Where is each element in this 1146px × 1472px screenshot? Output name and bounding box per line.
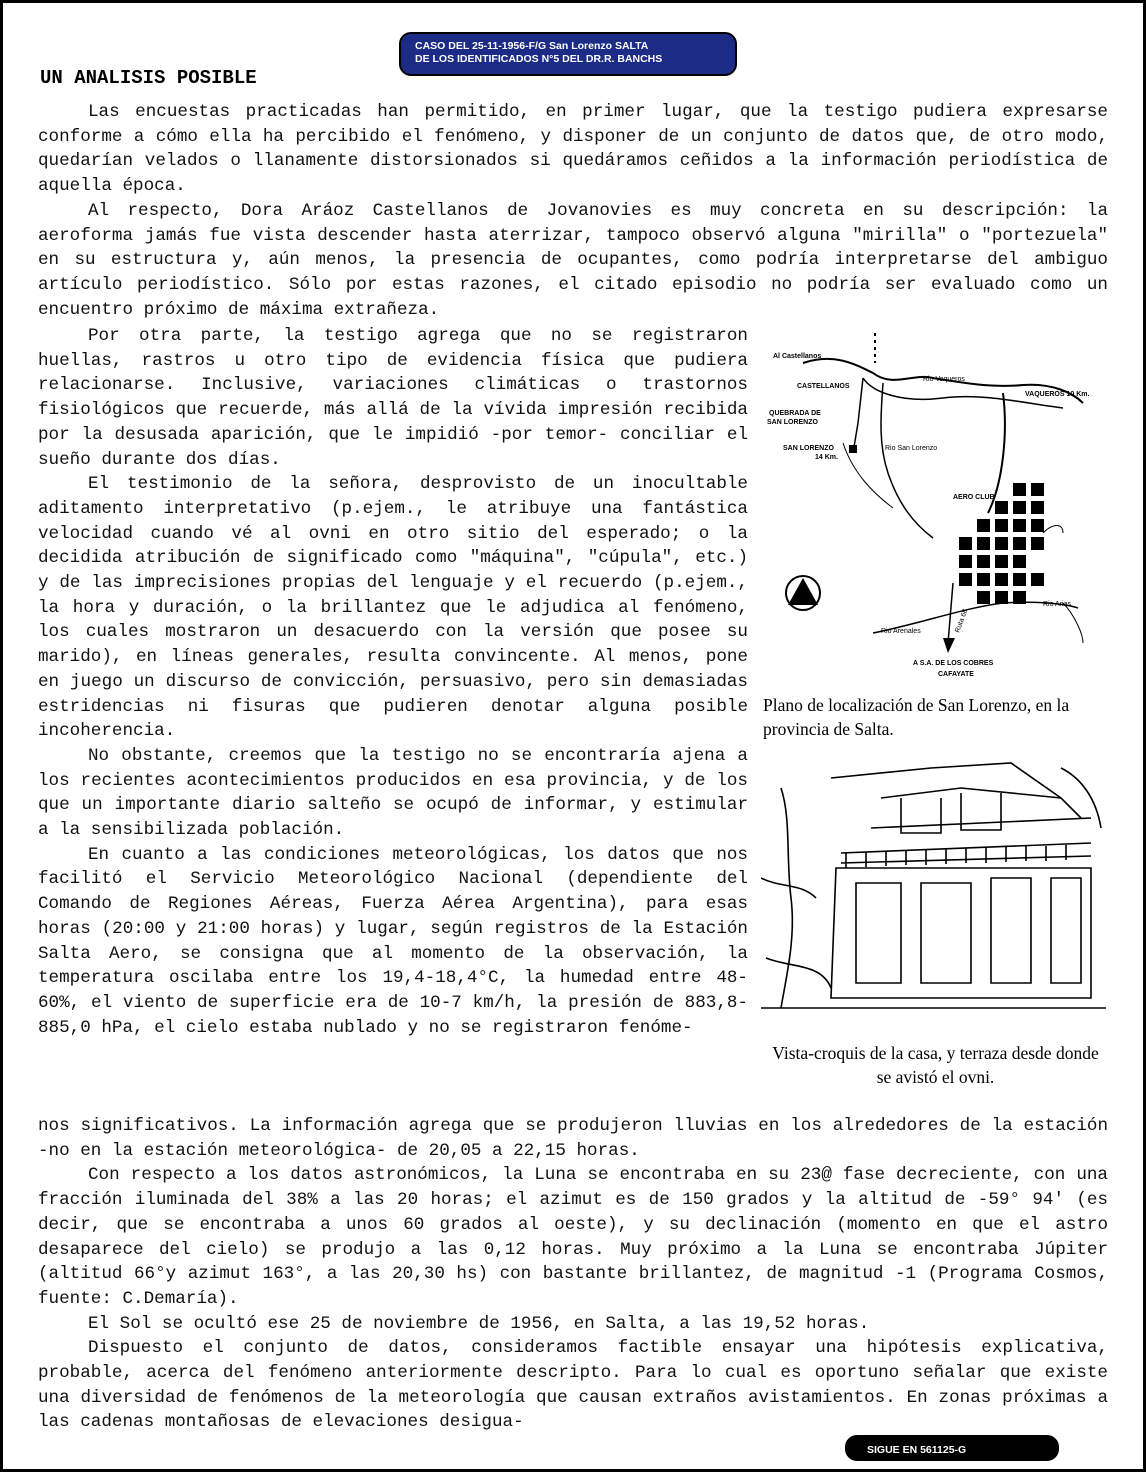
intro-text	[38, 100, 1108, 322]
paragraph: No obstante, creemos que la testigo no se encontraría ajena a los recientes acontecimientos producidos en esa provincia, y de los que un importante diario salteño se ocupó de informar, y estimular a la sensibilizada población.	[38, 745, 748, 841]
map-label: Rio Vaqueros	[923, 376, 965, 383]
paragraph: Con respecto a los datos astronómicos, la Luna se encontraba en su 23@ fase decreciente, con una fracción iluminada del 38% a las 20 horas; el azimut es de 150 grados y la altitud de -59° 94' (es decir, que se encontraba a unos 60 grados al oeste), y su declinación (momento en que el astro desaparece del cielo) se produjo a las 0,12 horas. Muy próximo a la Luna se encontraba Júpiter (altitud 66°y azimut 163°, a las 20,30 hs) con bastante brillantez, de magnitud -1 (Programa Cosmos, fuente: C.Demaría).	[38, 1165, 1108, 1309]
map-label: Rio Arias	[1043, 601, 1072, 608]
map-label: CAFAYATE	[938, 671, 974, 678]
map-label: 14 Km.	[815, 454, 838, 461]
map-label: SAN LORENZO	[767, 419, 818, 426]
paragraph: Dispuesto el conjunto de datos, consideramos factible ensayar una hipótesis explicativa, probable, acerca del fenómeno anteriormente descripto. Para lo cual es oportuno señalar que existe una diversidad de fenómenos de la meteorología que causan extraños avistamientos. En zonas próximas a las cadenas montañosas de elevaciones desigua-	[38, 1338, 1108, 1433]
section-title: UN ANALISIS POSIBLE	[40, 67, 257, 89]
case-header-line2: DE LOS IDENTIFICADOS N°5 DEL DR.R. BANCHS	[415, 53, 663, 65]
case-header-badge	[399, 32, 737, 76]
paragraph: nos significativos. La información agrega que se produjeron lluvias en los alrededores de la estación -no en la estación meteorológica- de 20,05 a 22,15 horas.	[38, 1116, 1108, 1161]
map-label: AERO CLUB	[953, 494, 995, 501]
location-map	[763, 333, 1103, 683]
house-sketch	[761, 758, 1106, 1018]
map-label: CASTELLANOS	[797, 383, 850, 390]
map-label: Rio Arenales	[881, 628, 921, 635]
continue-badge: SIGUE EN 561125-G	[845, 1435, 1059, 1461]
case-header-line1: CASO DEL 25-11-1956-F/G San Lorenzo SALTA	[415, 40, 649, 52]
map-label: Al Castellanos	[773, 353, 822, 360]
map-label: A S.A. DE LOS COBRES	[913, 660, 994, 667]
paragraph: Al respecto, Dora Aráoz Castellanos de Jovanovies es muy concreta en su descripción: la aeroforma jamás fue vista descender hasta aterrizar, tampoco observó alguna "mirilla" o "portezuela" en su estructura y, aún menos, la presencia de ocupantes, como podría interpretarse del ambiguo artículo periodístico. Sólo por estas razones, el citado episodio no podría ser evaluado como un encuentro próximo de máxima extrañeza.	[38, 200, 1108, 320]
map-label: Rio San Lorenzo	[885, 445, 938, 452]
paragraph: El testimonio de la señora, desprovisto de un inocultable aditamento interpretativo (p.ejem., le atribuye una fantástica velocidad cuando vé al ovni en otro sitio del esperado; o la decidida atribución de significado como "máquina", "cúpula", etc.) y de las imprecisiones propias del lenguaje y el recuerdo (p.ejem., la hora y duración, o la brillantez que le adjudica al fenómeno, los cuales mostraron un desacuerdo con la versión que posee su marido), en líneas generales, resulta convincente. Al menos, pone en juego un discurso de convicción, persuasivo, pero sin demasiadas estridencias ni fisuras que pudieren denotar alguna posible incoherencia.	[38, 474, 748, 742]
map-caption: Plano de localización de San Lorenzo, en la provincia de Salta.	[763, 695, 1070, 739]
paragraph: El Sol se ocultó ese 25 de noviembre de 1956, en Salta, a las 19,52 horas.	[88, 1313, 870, 1334]
map-label: QUEBRADA DE	[769, 410, 821, 417]
paragraph: En cuanto a las condiciones meteorológicas, los datos que nos facilitó el Servicio Meteorológico Nacional (dependiente del Comando de Regiones Aéreas, Fuerza Aérea Argentina), para esas horas (20:00 y 21:00 horas) y lugar, según registros de la Estación Salta Aero, se consigna que al momento de la observación, la temperatura oscilaba entre los 19,4-18,4°C, la humedad entre 48-60%, el viento de superficie era de 10-7 km/h, la presión de 883,8-885,0 hPa, el cielo estaba nublado y no se registraron fenóme-	[38, 844, 748, 1038]
city-grid	[959, 483, 1044, 604]
column-text	[38, 324, 748, 1040]
map-label: VAQUEROS 10 Km.	[1025, 391, 1090, 398]
bottom-text	[38, 1114, 1108, 1435]
paragraph: Por otra parte, la testigo agrega que no se registraron huellas, rastros u otro tipo de evidencia física que pudiera relacionarse. Inclusive, variaciones climáticas o trastornos fisiológicos que recuerde, más allá de la vívida impresión recibida por la desusada aparición, que le impidió -por temor- conciliar el sueño durante dos días.	[38, 326, 748, 470]
map-label: Ruta 68	[954, 608, 970, 634]
sketch-caption: Vista-croquis de la casa, y terraza desde donde se avistó el ovni.	[772, 1043, 1099, 1087]
paragraph: Las encuestas practicadas han permitido, en primer lugar, que la testigo pudiera expresarse conforme a cómo ella ha percibido el fenómeno, y disponer de un conjunto de datos que, de otro modo, quedarían velados o llanamente distorsionados si quedáramos ceñidos a la información periodística de aquella época.	[38, 102, 1108, 197]
map-label: SAN LORENZO	[783, 445, 834, 452]
